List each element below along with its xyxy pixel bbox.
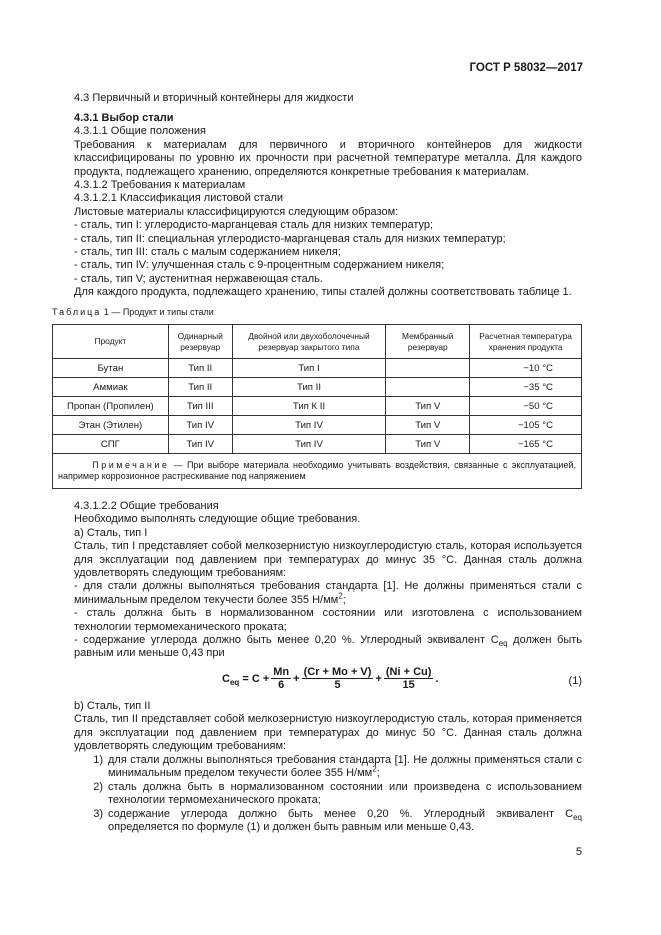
table-row xyxy=(53,416,582,435)
table-header-cell: Продукт xyxy=(53,325,169,359)
table-header-cell: Расчетная температура хранения продукта xyxy=(470,325,582,359)
section-block xyxy=(74,112,582,300)
list-item-text xyxy=(108,808,582,835)
list-item-sub: eq xyxy=(573,812,582,822)
table-cell: −165 °C xyxy=(470,435,582,454)
type-a-req1-text: - для стали должны выполняться требования стандарта [1]. Не должны применяться стали с минимальным пределом текучести более 355 Н/мм xyxy=(74,580,582,606)
subsection-title: 4.3.1 Выбор стали xyxy=(74,112,174,124)
type-a-text: Сталь, тип I представляет собой мелкозернистую низкоуглеродистую сталь, которая используется для эксплуатации под давлением при температурах до минус 35 °C. Данная сталь должна удовлетворять следующим требованиям: xyxy=(74,540,582,580)
formula-fraction xyxy=(302,666,374,691)
table-header-cell: Мембранный резервуар xyxy=(386,325,470,359)
note-text: — При выборе материала необходимо учитывать воздействия, связанные с эксплуатацией, например коррозионное растрескивание под напряжением xyxy=(58,460,576,481)
type-a-req3-sub: eq xyxy=(498,639,508,649)
table-cell xyxy=(386,378,470,397)
table-caption-text: 1 — Продукт и типы стали xyxy=(103,307,214,317)
fraction-numerator: (Ni + Cu) xyxy=(385,666,432,678)
table-cell: Тип К II xyxy=(232,397,386,416)
list-item-label: 1) xyxy=(93,754,103,766)
table-cell: −35 °C xyxy=(470,378,582,397)
formula-eq: = C + xyxy=(242,672,270,685)
table-cell: Тип V xyxy=(386,416,470,435)
formula-fraction xyxy=(384,666,434,691)
fraction-denominator: 5 xyxy=(334,679,341,691)
table-row xyxy=(53,359,582,378)
table-row xyxy=(53,397,582,416)
paragraph-general: Требования к материалам для первичного и вторичного контейнеров для жидкости классифицированы по уровню их прочности при расчетной температуре металла. Для каждого продукта, подлежащего хранению, определяются конкретные требования к материалам. xyxy=(74,138,582,178)
table-cell: Тип I xyxy=(232,359,386,378)
list-item-body: содержание углерода должно быть менее 0,20 %. Углеродный эквивалент C xyxy=(108,807,574,820)
formula-plus: + xyxy=(293,672,300,685)
steel-type-item: - сталь, тип II: специальная углеродисто-марганцевая сталь для низких температур; xyxy=(74,232,506,245)
formula-tail: . xyxy=(435,672,439,685)
clause-43121: 4.3.1.2.1 Классификация листовой стали xyxy=(74,192,284,205)
table-header-cell: Одинарный резервуар xyxy=(168,325,232,359)
paragraph-classification: Листовые материалы классифицируются следующим образом: xyxy=(74,205,399,218)
type-b-text: Сталь, тип II представляет собой мелкозернистую низкоуглеродистую сталь, которая применяется для эксплуатации под давлением при температурах до минус 50 °C. Данная сталь должна удовлетворять следующим требованиям: xyxy=(74,713,582,753)
table-cell: Тип II xyxy=(168,378,232,397)
table-note xyxy=(53,454,582,489)
list-item-body: для стали должны выполняться требования стандарта [1]. Не должны применяться стали с минимальным пределом текучести более 355 Н/мм xyxy=(108,754,582,780)
table-row xyxy=(53,435,582,454)
general-requirements-block xyxy=(74,500,582,661)
table-cell: −50 °C xyxy=(470,397,582,416)
type-b-requirements xyxy=(74,754,582,834)
table-caption xyxy=(52,307,214,317)
table-cell: Тип IV xyxy=(232,416,386,435)
paragraph-table-reference: Для каждого продукта, подлежащего хранению, типы сталей должны соответствовать таблице 1. xyxy=(74,286,572,299)
table-cell: Пропан (Пропилен) xyxy=(53,397,169,416)
section-title: 4.3 Первичный и вторичный контейнеры для жидкости xyxy=(74,92,354,104)
table-cell xyxy=(386,359,470,378)
type-a-req2: - сталь должна быть в нормализованном состоянии или изготовлена с использованием технологии термомеханического проката; xyxy=(74,607,582,633)
table-cell: СПГ xyxy=(53,435,169,454)
table-cell: −10 °C xyxy=(470,359,582,378)
type-a-req3-pre: - содержание углерода должно быть менее 0,20 %. Углеродный эквивалент C xyxy=(74,634,499,647)
table-cell: Тип IV xyxy=(232,435,386,454)
steel-type-item: - сталь, тип III: сталь с малым содержанием никеля; xyxy=(74,246,341,259)
list-item xyxy=(74,808,582,835)
type-a-req1 xyxy=(74,580,582,607)
table-header-cell: Двойной или двухоболочечный резервуар закрытого типа xyxy=(232,325,386,359)
type-a-req1-end: ; xyxy=(342,593,346,606)
clause-4312: 4.3.1.2 Требования к материалам xyxy=(74,179,246,192)
table-cell: Тип II xyxy=(168,359,232,378)
steel-type-item: - сталь, тип I: углеродисто-марганцевая сталь для низких температур; xyxy=(74,219,434,232)
type-b-title: b) Сталь, тип II xyxy=(74,700,151,712)
formula-lhs-sub: eq xyxy=(229,677,240,687)
table-cell: Тип II xyxy=(232,378,386,397)
fraction-numerator: Mn xyxy=(273,666,290,678)
table-cell: −105 °C xyxy=(470,416,582,435)
list-item-text xyxy=(108,754,582,781)
table-cell: Аммиак xyxy=(53,378,169,397)
table-cell: Тип III xyxy=(168,397,232,416)
formula-lhs: C xyxy=(222,672,230,685)
table-row xyxy=(53,378,582,397)
list-item-label: 3) xyxy=(93,807,103,820)
table-cell: Бутан xyxy=(53,359,169,378)
list-item-sup: 2 xyxy=(372,764,377,774)
table-cell: Тип IV xyxy=(168,435,232,454)
steel-types-table xyxy=(52,324,582,489)
type-a-req3 xyxy=(74,634,582,661)
table-note-row xyxy=(53,454,582,489)
carbon-equivalent-formula xyxy=(222,666,438,691)
type-b-block xyxy=(74,700,582,754)
fraction-denominator: 15 xyxy=(402,679,415,691)
page-number: 5 xyxy=(575,846,582,858)
table-cell: Тип IV xyxy=(168,416,232,435)
paragraph-intro: Необходимо выполнять следующие общие требования. xyxy=(74,513,361,526)
type-a-req1-sup: 2 xyxy=(338,591,343,601)
steel-type-item: - сталь, тип IV: улучшенная сталь с 9-процентным содержанием никеля; xyxy=(74,259,445,272)
table-cell: Тип V xyxy=(386,435,470,454)
list-item-text: сталь должна быть в нормализованном состоянии или произведена с использованием технологии термомеханического проката; xyxy=(108,780,582,807)
formula-fraction xyxy=(271,666,291,691)
list-item xyxy=(74,781,582,808)
formula-plus: + xyxy=(375,672,382,685)
fraction-denominator: 6 xyxy=(278,679,285,691)
table-cell: Этан (Этилен) xyxy=(53,416,169,435)
table-header-row xyxy=(53,325,582,359)
list-item-end: ; xyxy=(376,767,380,780)
clause-43122: 4.3.1.2.2 Общие требования xyxy=(74,500,219,512)
table-cell: Тип V xyxy=(386,397,470,416)
table-caption-prefix: Таблица xyxy=(52,307,102,317)
standard-header: ГОСТ Р 58032—2017 xyxy=(469,62,583,74)
list-item-end: определяется по формуле (1) и должен быть равным или меньше 0,43. xyxy=(108,821,475,834)
steel-type-item: - сталь, тип V; аустенитная нержавеющая сталь. xyxy=(74,272,323,285)
type-a-title: а) Сталь, тип I xyxy=(74,526,148,539)
note-label: Примечание xyxy=(92,460,170,470)
formula-number: (1) xyxy=(568,675,582,687)
type-a-req3-post: должен быть равным или меньше 0,43 при xyxy=(74,634,583,660)
fraction-numerator: (Cr + Mo + V) xyxy=(303,666,372,678)
list-item-label: 2) xyxy=(93,780,103,793)
list-item xyxy=(74,754,582,781)
clause-4311: 4.3.1.1 Общие положения xyxy=(74,125,206,138)
